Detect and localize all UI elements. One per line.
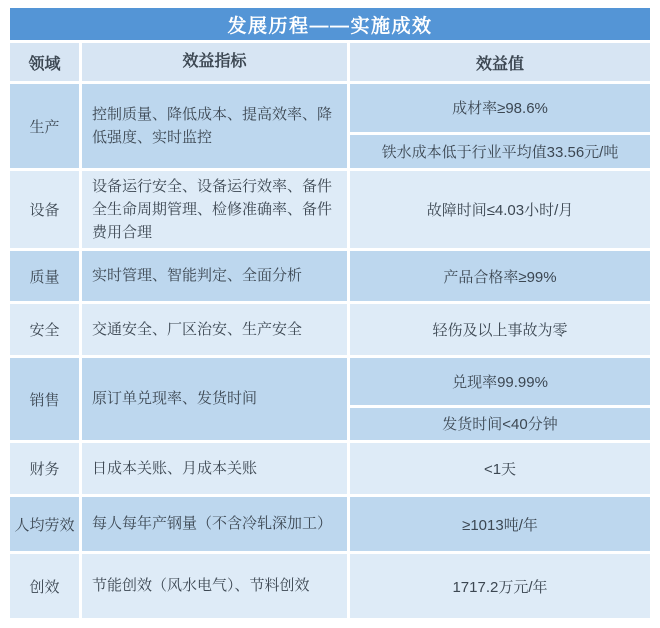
- value-cell: 成材率≥98.6%: [350, 84, 650, 132]
- table-row: [10, 304, 650, 355]
- values-cell: [350, 443, 650, 494]
- values-cell: [350, 304, 650, 355]
- table-row: [10, 251, 650, 301]
- table-row: [10, 171, 650, 248]
- table-row: [10, 554, 650, 618]
- value-cell: 1717.2万元/年: [350, 554, 650, 618]
- indicator-cell: 节能创效（风水电气）、节料创效: [82, 554, 347, 618]
- slide-title: 发展历程——实施成效: [227, 15, 433, 37]
- values-cell: [350, 84, 650, 168]
- header-indicator: 效益指标: [82, 43, 347, 81]
- indicator-cell: 控制质量、降低成本、提高效率、降低强度、实时监控: [82, 84, 347, 168]
- value-cell: ≥1013吨/年: [350, 497, 650, 551]
- table-row: [10, 443, 650, 494]
- slide-title-bar: [10, 8, 650, 40]
- table-row: [10, 84, 650, 168]
- value-cell: 发货时间<40分钟: [350, 408, 650, 440]
- field-cell: 人均劳效: [10, 497, 79, 551]
- values-cell: [350, 497, 650, 551]
- indicator-cell: 原订单兑现率、发货时间: [82, 358, 347, 440]
- values-cell: [350, 251, 650, 301]
- table-header-row: [10, 43, 650, 81]
- values-cell: [350, 358, 650, 440]
- field-cell: 销售: [10, 358, 79, 440]
- values-cell: [350, 171, 650, 248]
- indicator-cell: 实时管理、智能判定、全面分析: [82, 251, 347, 301]
- indicator-cell: 日成本关账、月成本关账: [82, 443, 347, 494]
- indicator-cell: 每人每年产钢量（不含冷轧深加工）: [82, 497, 347, 551]
- field-cell: 财务: [10, 443, 79, 494]
- field-cell: 创效: [10, 554, 79, 618]
- value-cell: 轻伤及以上事故为零: [350, 304, 650, 355]
- indicator-cell: 设备运行安全、设备运行效率、备件全生命周期管理、检修准确率、备件费用合理: [82, 171, 347, 248]
- field-cell: 设备: [10, 171, 79, 248]
- value-cell: 铁水成本低于行业平均值33.56元/吨: [350, 135, 650, 168]
- values-cell: [350, 554, 650, 618]
- table-row: [10, 497, 650, 551]
- table-row: [10, 358, 650, 440]
- field-cell: 生产: [10, 84, 79, 168]
- field-cell: 安全: [10, 304, 79, 355]
- table-body: [10, 84, 650, 618]
- indicator-cell: 交通安全、厂区治安、生产安全: [82, 304, 347, 355]
- value-cell: 产品合格率≥99%: [350, 251, 650, 301]
- header-value: 效益值: [350, 43, 650, 81]
- value-cell: 兑现率99.99%: [350, 358, 650, 405]
- header-field: 领域: [10, 43, 79, 81]
- field-cell: 质量: [10, 251, 79, 301]
- value-cell: 故障时间≤4.03小时/月: [350, 171, 650, 248]
- value-cell: <1天: [350, 443, 650, 494]
